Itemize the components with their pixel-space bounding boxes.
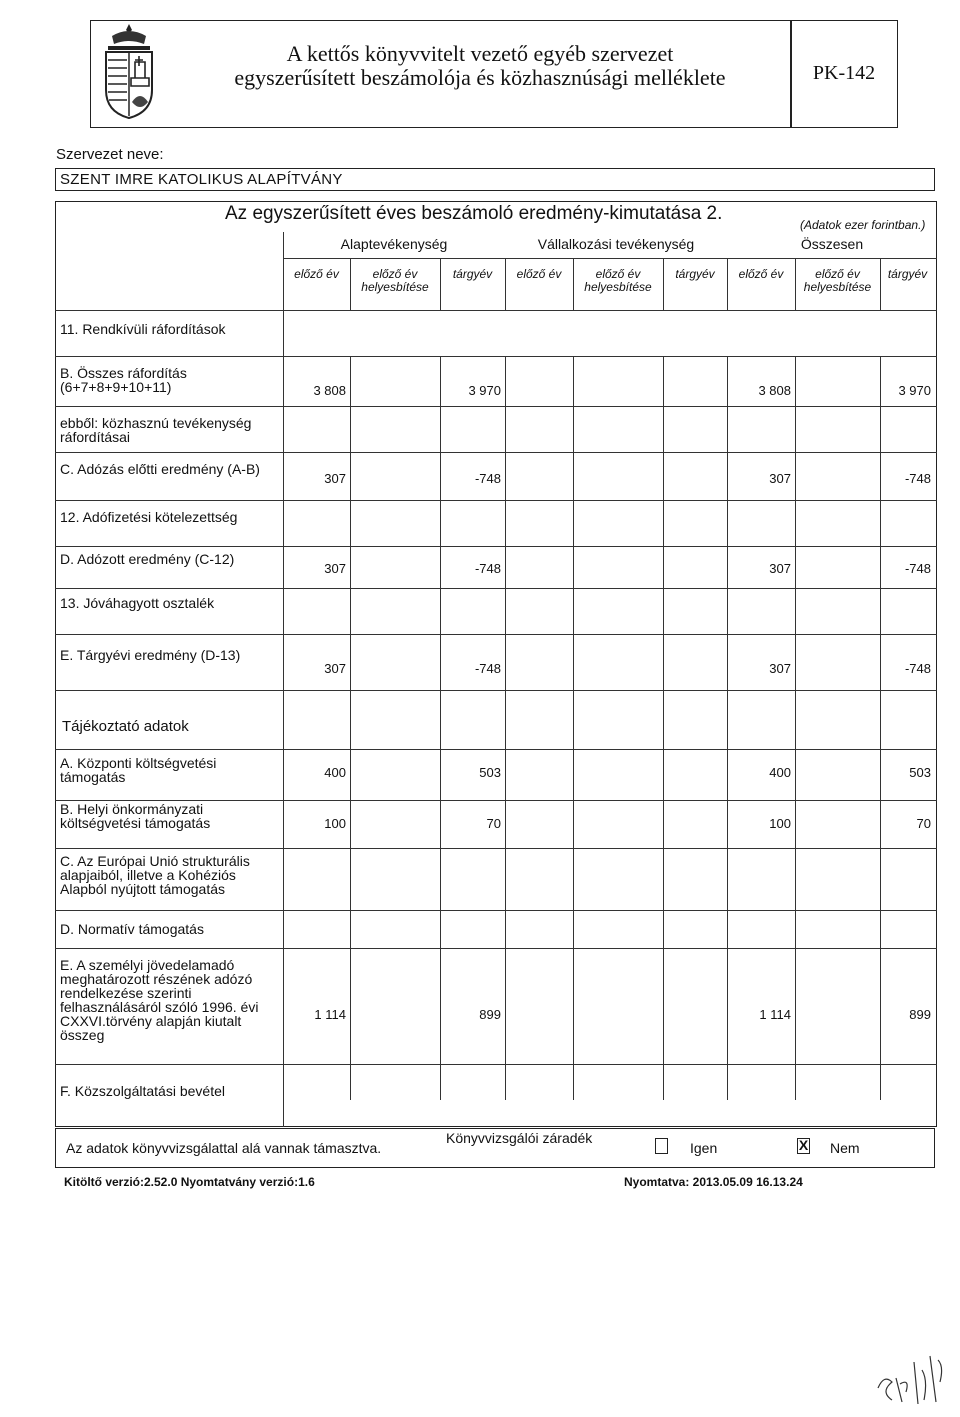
column-subheader: tárgyév — [452, 267, 493, 281]
header-divider — [283, 258, 937, 259]
row-label: F. Közszolgáltatási bevétel — [60, 1083, 225, 1099]
group-header-total: Összesen — [800, 236, 864, 252]
yes-option-label: Igen — [690, 1140, 718, 1156]
no-checkbox[interactable]: X — [798, 1137, 809, 1153]
row-divider — [55, 910, 937, 911]
value-cell: -748 — [904, 561, 931, 576]
row-label: E. A személyi jövedelamadó meghatározott részének adózó rendelkezése szerinti felhasználásáról szóló 1996. évi CXXVI.törvény alapján kiutalt összeg — [60, 957, 259, 1043]
value-cell: 307 — [324, 561, 346, 576]
version-info: Kitöltő verzió:2.52.0 Nyomtatvány verzió:1.6 — [64, 1175, 315, 1189]
value-cell: 307 — [769, 661, 791, 676]
document-title — [180, 42, 780, 90]
value-cell: -748 — [474, 561, 501, 576]
row-label: B. Helyi önkormányzati költségvetési támogatás — [60, 801, 211, 831]
column-divider — [663, 258, 664, 310]
row-label: D. Adózott eredmény (C-12) — [60, 551, 235, 567]
column-subheader: előző év helyesbítése — [584, 267, 652, 294]
statement-title: Az egyszerűsített éves beszámoló eredmény-kimutatása 2. — [225, 203, 723, 224]
audit-statement: Az adatok könyvvizsgálattal alá vannak támasztva. — [66, 1140, 382, 1156]
row-divider — [55, 690, 937, 691]
value-cell: 899 — [909, 1007, 931, 1022]
row-divider — [55, 452, 937, 453]
row-label: A. Központi költségvetési támogatás — [60, 755, 217, 785]
row-label: C. Az Európai Unió strukturális alapjaiból, illetve a Kohéziós Alapból nyújtott támogatás — [60, 853, 250, 897]
value-cell: 307 — [769, 561, 791, 576]
column-divider — [505, 356, 506, 1100]
value-cell: 70 — [916, 816, 931, 831]
form-code: PK-142 — [812, 62, 876, 84]
row-divider — [55, 588, 937, 589]
row-label: 11. Rendkívüli ráfordítások — [60, 321, 226, 337]
audit-clause-label: Könyvvizsgálói záradék — [446, 1130, 593, 1146]
row-divider — [55, 848, 937, 849]
print-timestamp: Nyomtatva: 2013.05.09 16.13.24 — [624, 1175, 803, 1189]
row-label: 12. Adófizetési kötelezettség — [60, 509, 238, 525]
value-cell: 307 — [769, 471, 791, 486]
organization-name: SZENT IMRE KATOLIKUS ALAPÍTVÁNY — [60, 171, 343, 188]
column-divider — [727, 356, 728, 1100]
value-cell: 3 808 — [313, 383, 346, 398]
document-title-line2: egyszerűsített beszámolója és közhasznúsági melléklete — [234, 65, 726, 90]
column-divider — [727, 258, 728, 310]
organization-label: Szervezet neve: — [56, 146, 164, 163]
value-cell: 307 — [324, 471, 346, 486]
column-divider — [573, 258, 574, 310]
column-divider — [573, 356, 574, 1100]
value-cell: 899 — [479, 1007, 501, 1022]
row-divider — [55, 634, 937, 635]
value-cell: -748 — [474, 661, 501, 676]
info-section-title: Tájékoztató adatok — [62, 718, 189, 735]
row-divider — [55, 948, 937, 949]
value-cell: 100 — [769, 816, 791, 831]
row-divider — [55, 1064, 937, 1065]
row-label: D. Normatív támogatás — [60, 921, 204, 937]
coat-of-arms-icon — [98, 22, 160, 122]
row-label: B. Összes ráfordítás (6+7+8+9+10+11) — [60, 365, 187, 395]
column-divider — [350, 258, 351, 310]
row-label: E. Tárgyévi eredmény (D-13) — [60, 647, 241, 663]
value-cell: 70 — [486, 816, 501, 831]
value-cell: 1 114 — [759, 1007, 791, 1022]
row-divider — [55, 500, 937, 501]
value-cell: 503 — [909, 765, 931, 780]
value-cell: 307 — [324, 661, 346, 676]
group-header-business-activity: Vállalkozási tevékenység — [537, 236, 695, 252]
row-divider — [55, 749, 937, 750]
value-cell: 3 970 — [898, 383, 931, 398]
column-divider — [795, 258, 796, 310]
value-cell: -748 — [904, 661, 931, 676]
column-divider — [440, 356, 441, 1100]
label-column-divider — [283, 310, 284, 1127]
column-subheader: előző év helyesbítése — [361, 267, 429, 294]
label-column-divider — [283, 232, 284, 310]
row-label: 13. Jóváhagyott osztalék — [60, 595, 215, 611]
value-cell: 3 808 — [758, 383, 791, 398]
column-divider — [795, 356, 796, 1100]
column-subheader: előző év helyesbítése — [803, 267, 872, 294]
column-subheader: előző év — [738, 267, 784, 281]
value-cell: 1 114 — [314, 1007, 346, 1022]
column-divider — [663, 356, 664, 1100]
row-divider — [55, 406, 937, 407]
column-subheader: előző év — [516, 267, 562, 281]
row-label: C. Adózás előtti eredmény (A-B) — [60, 461, 260, 477]
value-cell: 400 — [324, 765, 346, 780]
header-bottom — [55, 310, 937, 311]
row-divider — [55, 356, 937, 357]
signature-mark — [872, 1348, 952, 1408]
no-option-label: Nem — [830, 1140, 860, 1156]
column-subheader: tárgyév — [887, 267, 928, 281]
unit-note: (Adatok ezer forintban.) — [800, 218, 926, 232]
value-cell: 400 — [769, 765, 791, 780]
column-divider — [350, 356, 351, 1100]
value-cell: -748 — [474, 471, 501, 486]
group-header-base-activity: Alaptevékenység — [340, 236, 448, 252]
column-divider — [880, 356, 881, 1100]
column-divider — [440, 258, 441, 310]
column-divider — [880, 258, 881, 310]
document-title-line1: A kettős könyvvitelt vezető egyéb szervezet — [286, 41, 674, 66]
value-cell: -748 — [904, 471, 931, 486]
column-subheader: tárgyév — [675, 267, 715, 281]
row-label: ebből: közhasznú tevékenység ráfordításai — [60, 415, 252, 445]
column-subheader: előző év — [294, 267, 339, 281]
value-cell: 3 970 — [468, 383, 501, 398]
value-cell: 100 — [324, 816, 346, 831]
row-divider — [55, 546, 937, 547]
yes-checkbox[interactable] — [655, 1138, 668, 1154]
column-divider — [505, 258, 506, 310]
value-cell: 503 — [479, 765, 501, 780]
